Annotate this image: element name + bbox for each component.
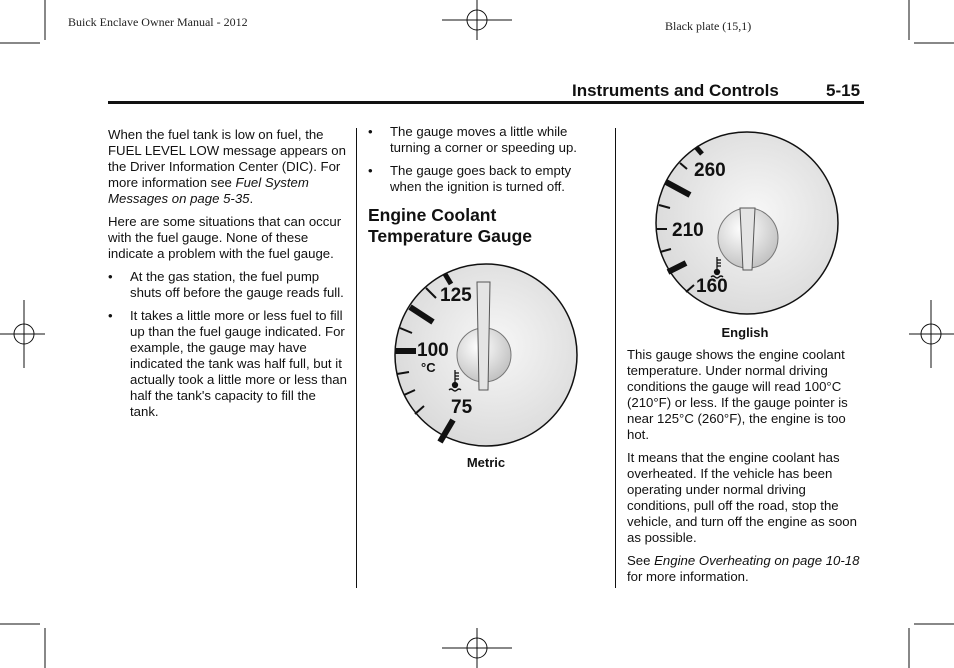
list-item: • The gauge moves a little while turning a corner or speeding up.	[368, 124, 577, 155]
overheated-paragraph: It means that the engine coolant has overheated. If the vehicle has been operating under normal driving conditions, pull off the road, stop the vehicle, and turn off the engine as soon as possible.	[627, 450, 857, 545]
engine-coolant-heading: Engine Coolant Temperature Gauge	[368, 205, 533, 246]
gauge-description-paragraph: This gauge shows the engine coolant temperature. Under normal driving conditions the gauge will read 100°C (210°F) or less. If the gauge pointer is near 125°C (260°F), the engine is too hot.	[627, 347, 848, 442]
section-title: Instruments and Controls	[572, 81, 779, 100]
column-1	[108, 127, 348, 427]
header-rule	[108, 101, 864, 104]
plate-label: Black plate (15,1)	[665, 19, 752, 33]
gauge-label-210: 210	[672, 220, 704, 241]
fuel-system-messages-reference[interactable]: Fuel System Messages on page 5-35	[108, 175, 309, 206]
gauge-label-100: 100	[417, 340, 449, 361]
column-2	[368, 124, 606, 257]
column-3	[627, 347, 865, 592]
engine-overheating-reference[interactable]: Engine Overheating on page 10-18	[654, 553, 860, 568]
gauge-label-260: 260	[694, 160, 726, 181]
bullet-icon: •	[368, 163, 373, 178]
metric-caption: Metric	[466, 455, 506, 470]
celsius-unit: °C	[421, 360, 436, 375]
gauge-label-160: 160	[696, 276, 728, 297]
english-caption: English	[721, 325, 769, 340]
list-item: • At the gas station, the fuel pump shuts off before the gauge reads full.	[108, 269, 344, 300]
gauge-pointer	[740, 208, 755, 270]
metric-coolant-gauge	[393, 262, 579, 448]
gauge-pointer	[477, 282, 490, 390]
column-divider-2	[615, 128, 616, 588]
page-number: 5-15	[826, 81, 861, 100]
gauge-label-125: 125	[440, 285, 472, 306]
gauge-label-75: 75	[451, 397, 473, 418]
fuel-low-paragraph: When the fuel tank is low on fuel, the FUEL LEVEL LOW message appears on the Driver Information Center (DIC). For more information see Fuel System Messages on page 5-35.	[108, 127, 346, 206]
bullet-icon: •	[368, 124, 373, 139]
manual-title: Buick Enclave Owner Manual - 2012	[68, 15, 248, 29]
list-item: • The gauge goes back to empty when the ignition is turned off.	[368, 163, 572, 194]
bullet-icon: •	[108, 269, 113, 284]
list-item: • It takes a little more or less fuel to fill up than the fuel gauge indicated. For example, the gauge may have indicated the tank was half full, but it actually took a little more or less than half the tank's capacity to fill the tank.	[108, 308, 347, 419]
see-also-paragraph: See Engine Overheating on page 10-18 for more information.	[627, 553, 860, 584]
bullet-icon: •	[108, 308, 113, 323]
situations-paragraph: Here are some situations that can occur with the fuel gauge. None of these indicate a problem with the fuel gauge.	[108, 214, 342, 261]
column-divider-1	[356, 128, 357, 588]
english-coolant-gauge	[654, 130, 840, 316]
